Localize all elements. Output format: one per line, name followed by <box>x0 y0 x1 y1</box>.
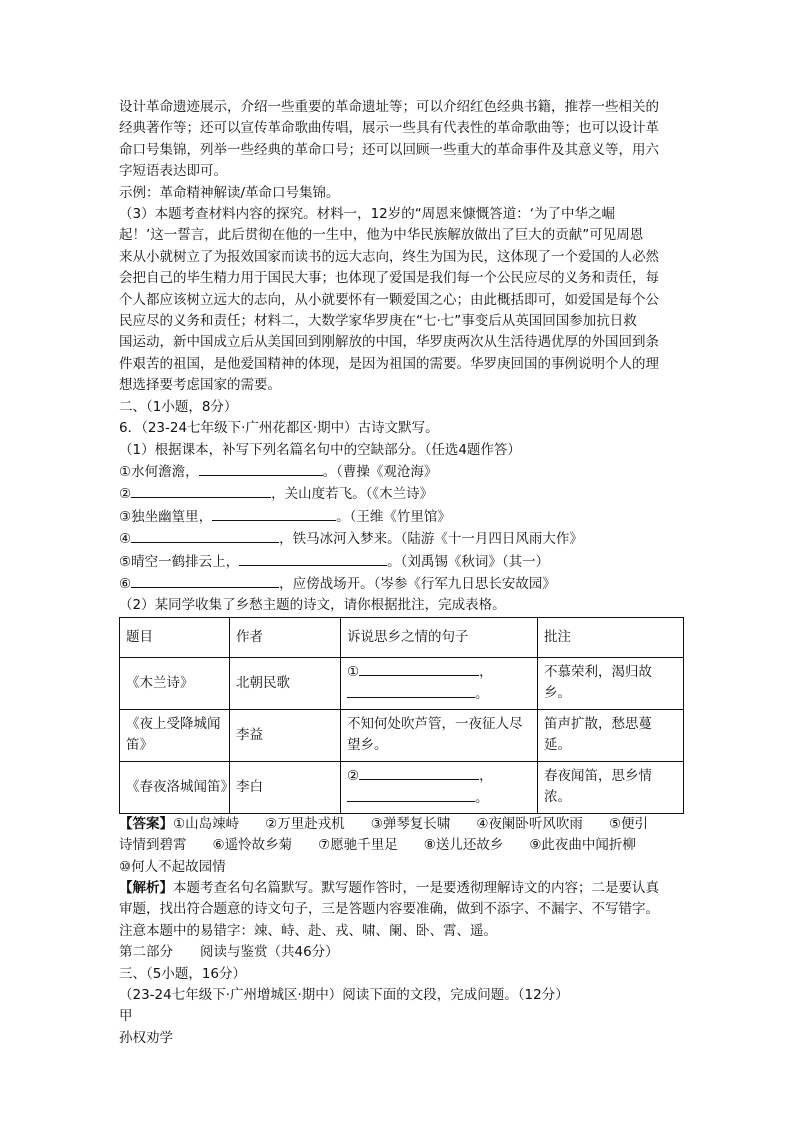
blank-mark: ② <box>347 768 360 785</box>
passage-title: 孙权劝学 <box>119 1029 173 1046</box>
section-heading: 二、（1小题，8分） <box>119 398 238 415</box>
text-line: 经典著作等；还可以宣传革命歌曲传唱，展示一些具有代表性的革命歌曲等；也可以设计革 <box>119 120 659 137</box>
answer-item: ⑦愿驰千里足 <box>318 837 398 854</box>
poem-author-cell: 北朝民歌 <box>230 657 341 709</box>
blank-suffix: ，铁马冰河入梦来。（陆游《十一月四日风雨大作》 <box>279 531 583 548</box>
text-line: 民应尽的义务和责任；材料二，大数学家华罗庚在“七·七”事变后从英国回国参加抗日救 <box>119 313 637 330</box>
answer-item: ⑨此夜曲中闻折柳 <box>529 837 636 854</box>
fill-blank[interactable] <box>131 528 279 543</box>
example-line: 示例：革命精神解读/革命口号集锦。 <box>119 184 340 201</box>
analysis-3 <box>119 204 685 397</box>
text-line: 想选择要考虑国家的需要。 <box>119 377 281 394</box>
analysis-line: 审题，找出符合题意的诗文句子，三是答题内容要准确，做到不添字、不漏字、不写错字。 <box>119 901 659 918</box>
blank-prefix: ② <box>119 486 132 503</box>
fill-blank[interactable] <box>359 661 479 676</box>
answer-line: ⑩何人不起故园情 <box>119 858 226 875</box>
fill-blank[interactable] <box>359 765 479 780</box>
text-line: （3）本题考查材料内容的探究。材料一，12岁的“周恩来慷慨答道：‘为了中华之崛 <box>119 206 616 223</box>
answer-line <box>119 835 685 856</box>
blank-suffix: 。（曹操《观沧海》 <box>322 463 438 480</box>
table-row <box>120 709 684 761</box>
blank-row <box>119 551 685 573</box>
fill-blank[interactable] <box>347 787 475 802</box>
poem-author-cell: 李益 <box>230 709 341 761</box>
text-line: 来从小就树立了为报效国家而读书的远大志向，终生为国为民，这体现了一个爱国的人必然 <box>119 248 659 265</box>
table-row <box>120 657 684 709</box>
text-line: 国运动，新中国成立后从美国回到刚解放的中国，华罗庚两次从生活待遇优厚的外国回到条 <box>119 334 659 351</box>
table-header-cell: 题目 <box>120 617 230 657</box>
answer-line <box>119 814 685 835</box>
text-line: 会把自己的毕生精力用于国民大事；也体现了爱国是我们每一个公民应尽的义务和责任，每 <box>119 270 659 287</box>
analysis-line <box>119 878 685 899</box>
poem-note-cell: 春夜闻笛，思乡情浓。 <box>538 761 684 813</box>
blank-prefix: ⑤晴空一鹤排云上， <box>119 553 240 570</box>
blank-prefix: ⑥ <box>119 575 132 592</box>
answer-label: 【答案】 <box>119 815 173 832</box>
poem-sentence-cell: 不知何处吹芦管，一夜征人尽望乡。 <box>341 709 538 761</box>
blank-suffix: ，关山度若飞。（《木兰诗》 <box>271 486 434 503</box>
poem-sentence-cell: ① ， 。 <box>341 657 538 709</box>
fill-blank[interactable] <box>131 573 279 588</box>
text-line: 设计革命遗迹展示，介绍一些重要的革命遗址等；可以介绍红色经典书籍，推荐一些相关的 <box>119 99 659 115</box>
blank-prefix: ③独坐幽篁里， <box>119 508 213 525</box>
answer-item: ⑥遥怜故乡菊 <box>212 837 293 854</box>
table-row <box>120 761 684 813</box>
answer-item: ⑧送儿还故乡 <box>423 837 504 854</box>
table-header-cell: 批注 <box>538 617 684 657</box>
text-line: 起！’这一誓言，此后贯彻在他的一生中，他为中华民族解放做出了巨大的贡献”可见周恩 <box>119 227 644 244</box>
poem-sentence-cell: ② ， 。 <box>341 761 538 813</box>
blank-row <box>119 461 685 483</box>
answer-item: ④夜阑卧听风吹雨 <box>476 815 583 832</box>
analysis-text: 本题考查名句名篇默写。默写题作答时，一是要透彻理解诗文的内容；二是要认真 <box>173 879 659 896</box>
poem-note-cell: 笛声扩散，愁思蔓延。 <box>538 709 684 761</box>
text-line: 命口号集锦，列举一些经典的革命口号；还可以回顾一些重大的革命事件及其意义等，用六 <box>119 141 659 158</box>
blank-row <box>119 506 685 528</box>
answer-item: 诗情到碧霄 <box>119 837 187 854</box>
analysis-label: 【解析】 <box>119 879 173 896</box>
fill-blank[interactable] <box>347 683 475 698</box>
question-title: （23-24七年级下·广州增城区·期中）阅读下面的文段，完成问题。（12分） <box>119 987 569 1003</box>
text-line: 字短语表达即可。 <box>119 163 227 180</box>
fill-blank[interactable] <box>131 483 271 498</box>
poem-table <box>119 617 684 814</box>
blank-prefix: ④ <box>119 531 132 548</box>
poem-title-cell: 《木兰诗》 <box>120 657 230 709</box>
fill-blank[interactable] <box>212 506 336 521</box>
fill-blank[interactable] <box>239 551 387 566</box>
question-sub-1: （1）根据课本，补写下列名篇名句中的空缺部分。（任选4题作答） <box>119 441 521 458</box>
blank-row <box>119 573 685 595</box>
answer-item: ③弹琴复长啸 <box>370 815 451 832</box>
text-line: 件艰苦的祖国，是他爱国精神的体现，是因为祖国的需要。华罗庚回国的事例说明个人的理 <box>119 355 659 372</box>
passage-label: 甲 <box>119 1008 133 1025</box>
blank-row <box>119 528 685 550</box>
question-title: 6．（23-24七年级下·广州花都区·期中）古诗文默写。 <box>119 420 439 437</box>
answer-item: ⑤便引 <box>608 815 649 832</box>
section-heading: 三、（5小题，16分） <box>119 965 247 982</box>
blank-suffix: 。（王维《竹里馆》 <box>336 508 451 525</box>
blank-row <box>119 483 685 505</box>
question-sub-2: （2）某同学收集了乡愁主题的诗文，请你根据批注，完成表格。 <box>119 597 506 614</box>
poem-author-cell: 李白 <box>230 761 341 813</box>
text-line: 个人都应该树立远大的志向，从小就要怀有一颗爱国之心；由此概括即可，如爱国是每个公 <box>119 291 659 308</box>
analysis-line: 注意本题中的易错字：竦、峙、赴、戎、啸、阑、卧、霄、遥。 <box>119 922 497 939</box>
fill-blank[interactable] <box>199 461 323 476</box>
poem-title-cell: 《夜上受降城闻笛》 <box>120 709 230 761</box>
table-header-row <box>120 617 684 657</box>
paragraph-top <box>119 97 685 183</box>
part-heading: 第二部分 阅读与鉴赏（共46分） <box>119 944 339 961</box>
blank-prefix: ①水何澹澹， <box>119 463 199 480</box>
answer-item: ②万里赴戎机 <box>265 815 345 832</box>
blank-suffix: ，应傍战场开。（岑参《行军九日思长安故园》 <box>279 575 556 592</box>
poem-title-cell: 《春夜洛城闻笛》 <box>120 761 230 813</box>
blank-suffix: 。（刘禹锡《秋词》（其一） <box>387 553 550 570</box>
table-header-cell: 诉说思乡之情的句子 <box>341 617 538 657</box>
blank-mark: ① <box>347 664 360 681</box>
document-content <box>119 97 685 1049</box>
answer-item: ①山岛竦峙 <box>173 815 240 832</box>
table-header-cell: 作者 <box>230 617 341 657</box>
poem-note-cell: 不慕荣利，渴归故乡。 <box>538 657 684 709</box>
